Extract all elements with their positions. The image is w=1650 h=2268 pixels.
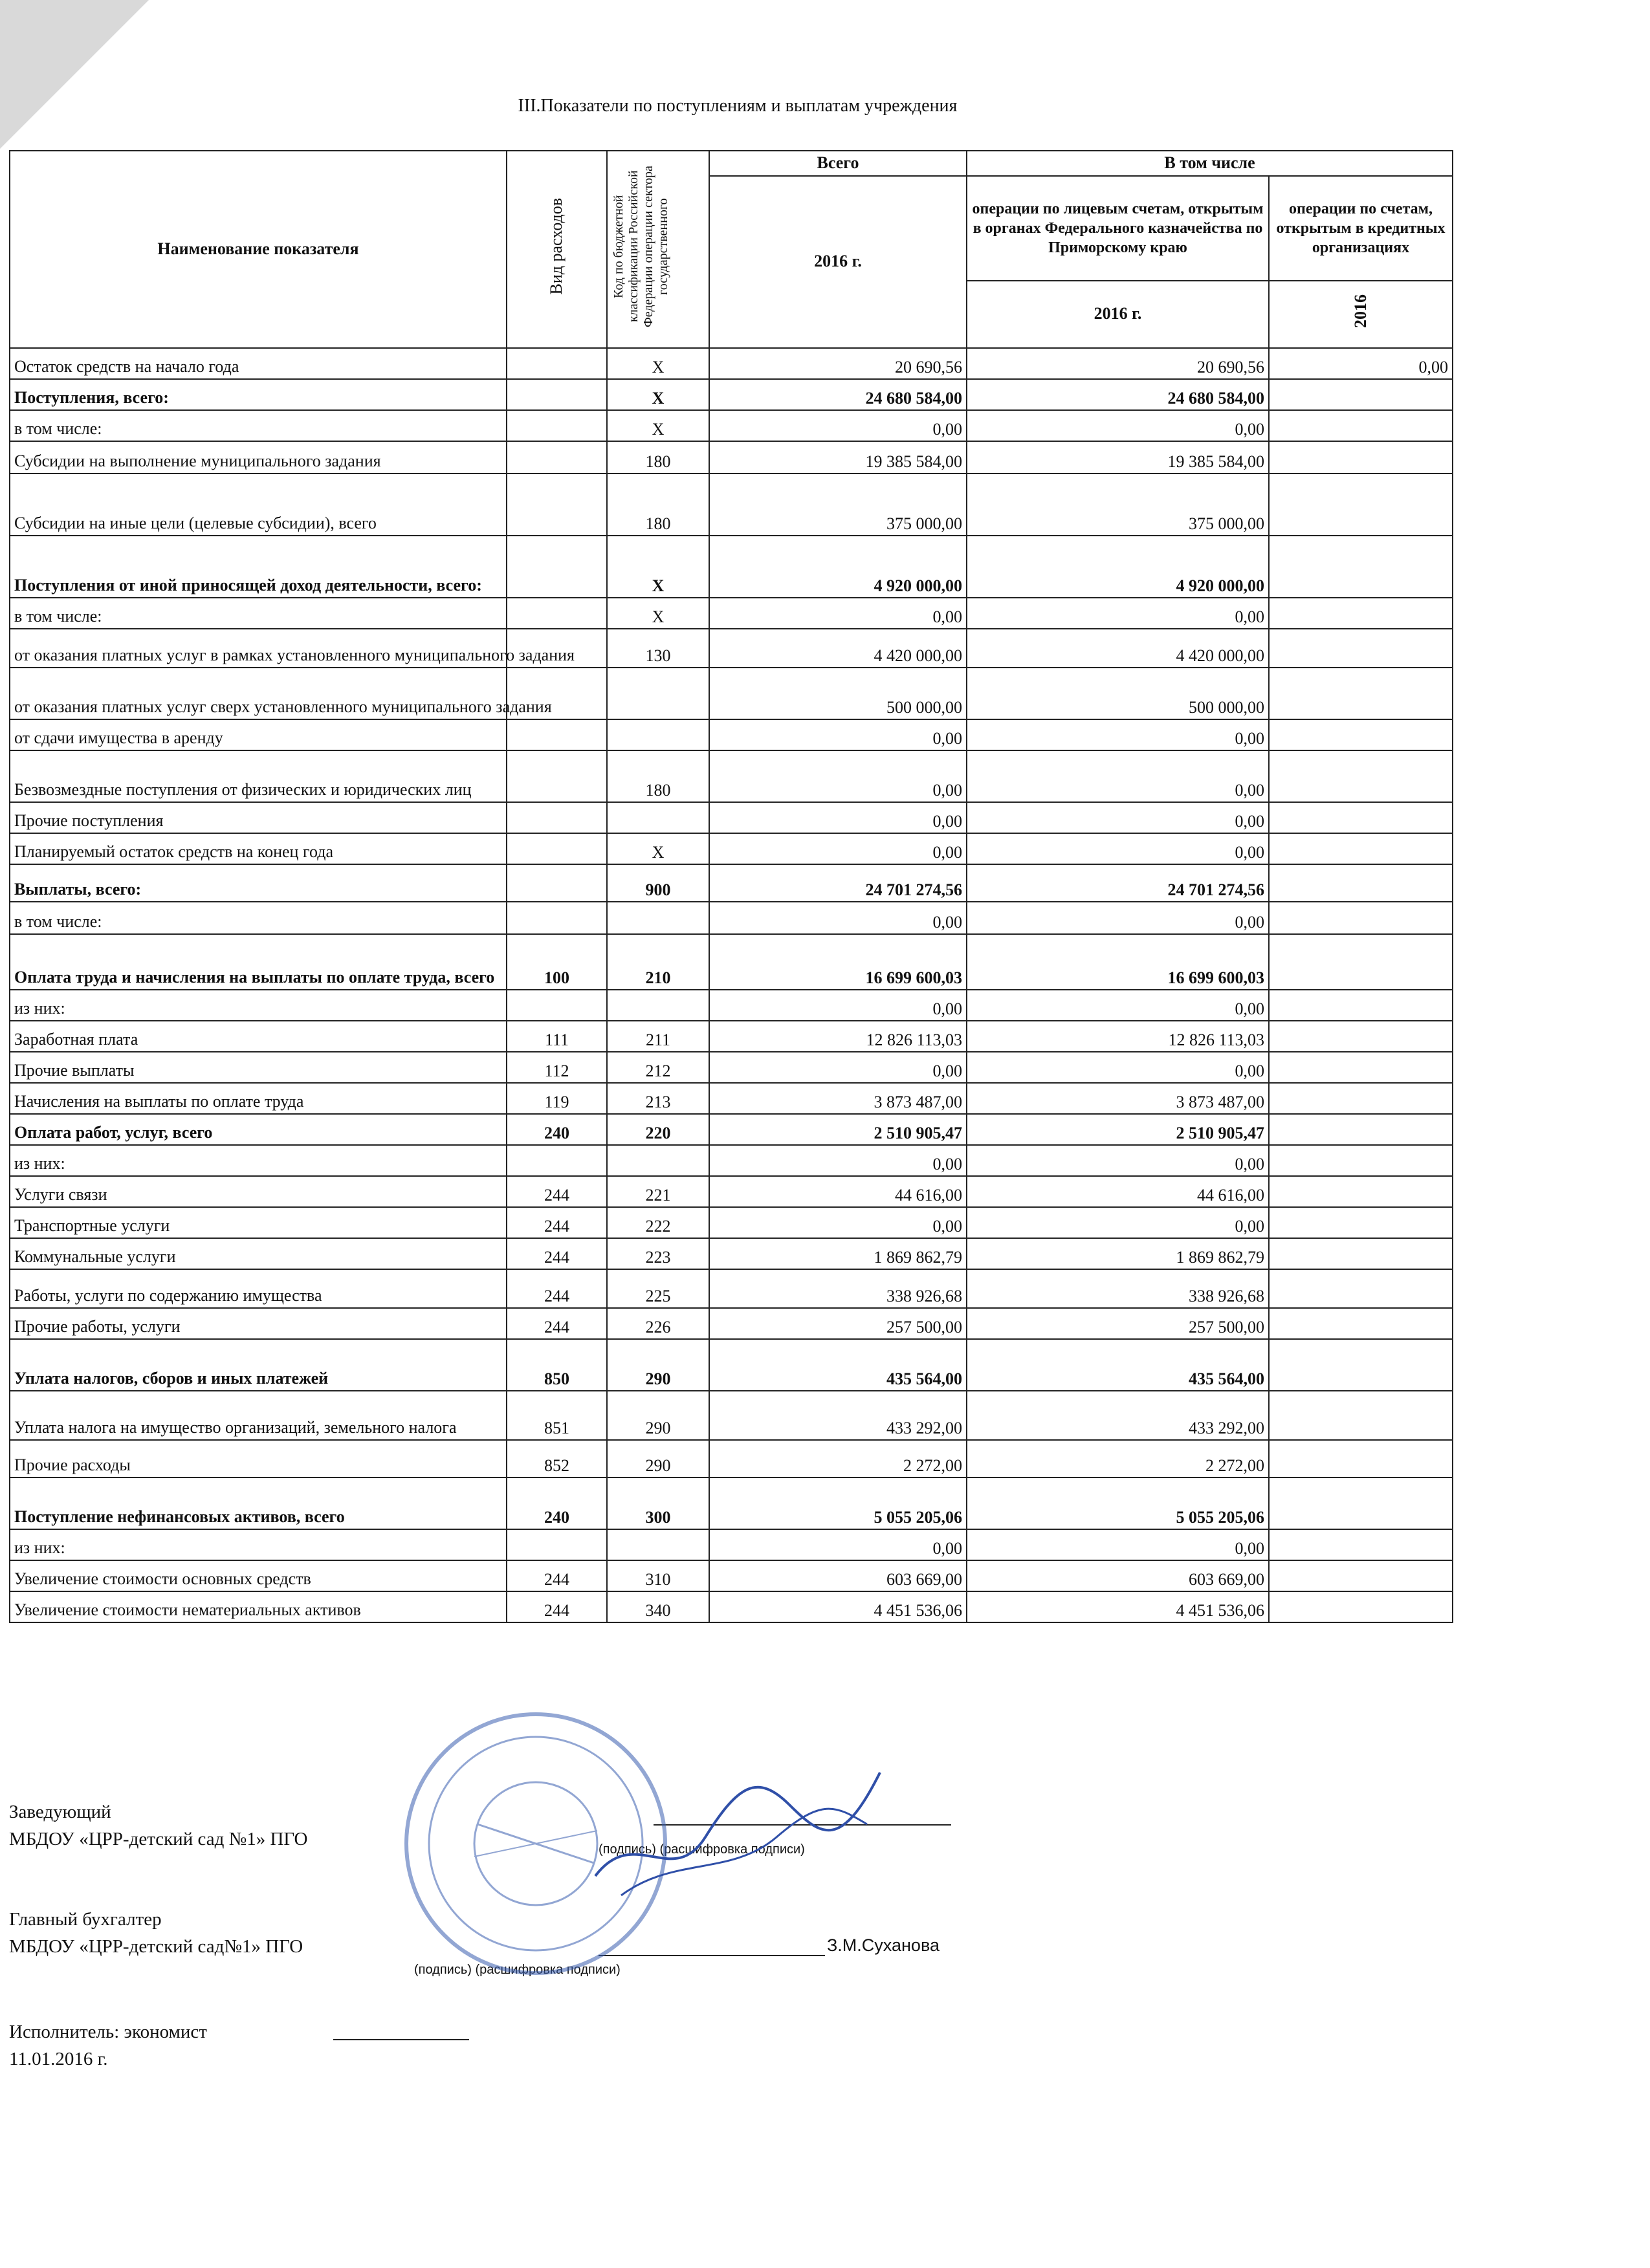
row-kred <box>1269 629 1453 668</box>
row-name: Начисления на выплаты по оплате труда <box>10 1083 507 1114</box>
row-kred <box>1269 1021 1453 1052</box>
table-row <box>10 934 1453 990</box>
row-total: 257 500,00 <box>709 1308 967 1339</box>
row-total: 12 826 113,03 <box>709 1021 967 1052</box>
row-kod: 223 <box>607 1238 709 1269</box>
row-vid: 111 <box>507 1021 607 1052</box>
row-kod: 180 <box>607 474 709 536</box>
row-lic: 0,00 <box>967 1052 1269 1083</box>
row-vid: 851 <box>507 1391 607 1440</box>
row-total: 4 920 000,00 <box>709 536 967 598</box>
row-kod: 222 <box>607 1207 709 1238</box>
row-lic: 500 000,00 <box>967 668 1269 719</box>
table-row <box>10 1176 1453 1207</box>
row-vid <box>507 441 607 474</box>
row-total: 375 000,00 <box>709 474 967 536</box>
row-vid: 244 <box>507 1176 607 1207</box>
row-kod: 180 <box>607 750 709 802</box>
row-name: Прочие поступления <box>10 802 507 833</box>
row-lic: 4 451 536,06 <box>967 1591 1269 1622</box>
row-vid <box>507 410 607 441</box>
row-vid <box>507 348 607 379</box>
table-row <box>10 1308 1453 1339</box>
row-kod: Х <box>607 410 709 441</box>
row-kred <box>1269 598 1453 629</box>
header-v-tom-chisle: В том числе <box>967 151 1453 176</box>
row-lic: 2 272,00 <box>967 1440 1269 1477</box>
indicators-table <box>9 150 1453 1623</box>
row-name: Заработная плата <box>10 1021 507 1052</box>
row-kod: 290 <box>607 1391 709 1440</box>
row-kred <box>1269 1477 1453 1529</box>
row-name: Планируемый остаток средств на конец года <box>10 833 507 864</box>
row-total: 0,00 <box>709 902 967 934</box>
row-kred <box>1269 1339 1453 1391</box>
row-name: из них: <box>10 1145 507 1176</box>
table-row <box>10 990 1453 1021</box>
row-total: 0,00 <box>709 1145 967 1176</box>
row-kred <box>1269 1269 1453 1308</box>
row-lic: 0,00 <box>967 1145 1269 1176</box>
row-total: 603 669,00 <box>709 1560 967 1591</box>
row-lic: 0,00 <box>967 902 1269 934</box>
header-vsego: Всего <box>709 151 967 176</box>
row-kred <box>1269 410 1453 441</box>
handwritten-signature <box>582 1747 893 1915</box>
row-vid: 240 <box>507 1114 607 1145</box>
header-lic-scheta: операции по лицевым счетам, открытым в органах Федерального казначейства по Приморскому краю <box>967 176 1269 281</box>
row-kod: 210 <box>607 934 709 990</box>
row-kod <box>607 719 709 750</box>
table-row <box>10 1145 1453 1176</box>
row-vid <box>507 1529 607 1560</box>
row-total: 500 000,00 <box>709 668 967 719</box>
row-name: Уплата налогов, сборов и иных платежей <box>10 1339 507 1391</box>
row-kod: Х <box>607 833 709 864</box>
row-kod: 213 <box>607 1083 709 1114</box>
table-row <box>10 629 1453 668</box>
row-lic: 0,00 <box>967 719 1269 750</box>
row-total: 19 385 584,00 <box>709 441 967 474</box>
row-name: Коммунальные услуги <box>10 1238 507 1269</box>
row-lic: 44 616,00 <box>967 1176 1269 1207</box>
row-kred <box>1269 934 1453 990</box>
row-kred: 0,00 <box>1269 348 1453 379</box>
row-total: 20 690,56 <box>709 348 967 379</box>
row-lic: 1 869 862,79 <box>967 1238 1269 1269</box>
row-name: Транспортные услуги <box>10 1207 507 1238</box>
row-kred <box>1269 902 1453 934</box>
row-total: 3 873 487,00 <box>709 1083 967 1114</box>
row-kod: 290 <box>607 1440 709 1477</box>
row-total: 0,00 <box>709 410 967 441</box>
row-total: 433 292,00 <box>709 1391 967 1440</box>
row-vid <box>507 719 607 750</box>
row-name: от оказания платных услуг сверх установленного муниципального задания <box>10 668 507 719</box>
row-lic: 375 000,00 <box>967 474 1269 536</box>
row-total: 2 510 905,47 <box>709 1114 967 1145</box>
row-total: 5 055 205,06 <box>709 1477 967 1529</box>
row-name: Прочие выплаты <box>10 1052 507 1083</box>
row-vid: 244 <box>507 1308 607 1339</box>
row-name: в том числе: <box>10 410 507 441</box>
row-vid <box>507 379 607 410</box>
row-kod: 900 <box>607 864 709 902</box>
row-name: Остаток средств на начало года <box>10 348 507 379</box>
row-vid: 244 <box>507 1269 607 1308</box>
row-kod: 211 <box>607 1021 709 1052</box>
table-row <box>10 1591 1453 1622</box>
row-name: Оплата труда и начисления на выплаты по оплате труда, всего <box>10 934 507 990</box>
row-kred <box>1269 1440 1453 1477</box>
table-row <box>10 719 1453 750</box>
table-row <box>10 750 1453 802</box>
table-row <box>10 536 1453 598</box>
row-lic: 20 690,56 <box>967 348 1269 379</box>
row-lic: 5 055 205,06 <box>967 1477 1269 1529</box>
row-vid: 100 <box>507 934 607 990</box>
document-date: 11.01.2016 г. <box>9 2049 108 2070</box>
header-vid: Вид расходов <box>507 151 607 348</box>
row-lic: 0,00 <box>967 802 1269 833</box>
row-lic: 603 669,00 <box>967 1560 1269 1591</box>
header-kod-text: Код по бюджетной классификации Российской Федерации операции сектора государственного <box>611 166 670 327</box>
row-name: Прочие расходы <box>10 1440 507 1477</box>
row-vid: 112 <box>507 1052 607 1083</box>
row-lic: 257 500,00 <box>967 1308 1269 1339</box>
row-total: 0,00 <box>709 598 967 629</box>
row-lic: 16 699 600,03 <box>967 934 1269 990</box>
row-lic: 433 292,00 <box>967 1391 1269 1440</box>
row-lic: 4 920 000,00 <box>967 536 1269 598</box>
row-kred <box>1269 1207 1453 1238</box>
header-kred-scheta: операции по счетам, открытым в кредитных организациях <box>1269 176 1453 281</box>
row-kod <box>607 668 709 719</box>
row-kred <box>1269 802 1453 833</box>
row-kred <box>1269 1145 1453 1176</box>
row-lic: 0,00 <box>967 1529 1269 1560</box>
row-vid <box>507 598 607 629</box>
row-kod: Х <box>607 379 709 410</box>
row-kod: 212 <box>607 1052 709 1083</box>
row-lic: 24 680 584,00 <box>967 379 1269 410</box>
table-row <box>10 474 1453 536</box>
table-row <box>10 1083 1453 1114</box>
table-row <box>10 598 1453 629</box>
row-name: Поступления от иной приносящей доход деятельности, всего: <box>10 536 507 598</box>
row-vid: 852 <box>507 1440 607 1477</box>
row-total: 0,00 <box>709 750 967 802</box>
row-lic: 0,00 <box>967 833 1269 864</box>
row-total: 16 699 600,03 <box>709 934 967 990</box>
row-lic: 338 926,68 <box>967 1269 1269 1308</box>
table-row <box>10 902 1453 934</box>
row-name: Уплата налога на имущество организаций, земельного налога <box>10 1391 507 1440</box>
row-vid <box>507 990 607 1021</box>
page-title: III.Показатели по поступлениям и выплатам учреждения <box>518 96 958 116</box>
row-kod: Х <box>607 348 709 379</box>
row-name: Увеличение стоимости основных средств <box>10 1560 507 1591</box>
table-row <box>10 1560 1453 1591</box>
table-row <box>10 1238 1453 1269</box>
accountant-name: З.М.Суханова <box>827 1935 940 1955</box>
row-kod <box>607 902 709 934</box>
table-row <box>10 1477 1453 1529</box>
row-vid: 244 <box>507 1238 607 1269</box>
head-org: МБДОУ «ЦРР-детский сад №1» ПГО <box>9 1829 308 1850</box>
row-total: 0,00 <box>709 719 967 750</box>
row-total: 0,00 <box>709 1529 967 1560</box>
row-kred <box>1269 379 1453 410</box>
row-kred <box>1269 1176 1453 1207</box>
row-total: 44 616,00 <box>709 1176 967 1207</box>
executor-signature-line <box>333 2039 469 2040</box>
table-row <box>10 1391 1453 1440</box>
row-total: 0,00 <box>709 990 967 1021</box>
row-vid <box>507 1145 607 1176</box>
row-vid: 244 <box>507 1560 607 1591</box>
row-vid: 119 <box>507 1083 607 1114</box>
row-lic: 2 510 905,47 <box>967 1114 1269 1145</box>
row-kred <box>1269 1308 1453 1339</box>
row-lic: 19 385 584,00 <box>967 441 1269 474</box>
row-lic: 0,00 <box>967 410 1269 441</box>
accountant-org: МБДОУ «ЦРР-детский сад№1» ПГО <box>9 1936 303 1957</box>
row-name: Услуги связи <box>10 1176 507 1207</box>
row-kod: 300 <box>607 1477 709 1529</box>
row-lic: 12 826 113,03 <box>967 1021 1269 1052</box>
table-row <box>10 348 1453 379</box>
table-row <box>10 668 1453 719</box>
row-vid: 850 <box>507 1339 607 1391</box>
row-lic: 24 701 274,56 <box>967 864 1269 902</box>
row-name: Безвозмездные поступления от физических и юридических лиц <box>10 750 507 802</box>
row-kred <box>1269 1238 1453 1269</box>
row-kod: 220 <box>607 1114 709 1145</box>
row-name: Работы, услуги по содержанию имущества <box>10 1269 507 1308</box>
table-row <box>10 1339 1453 1391</box>
head-signature-caption: (подпись) (расшифровка подписи) <box>599 1842 805 1857</box>
row-vid <box>507 833 607 864</box>
row-kod <box>607 990 709 1021</box>
table-row <box>10 410 1453 441</box>
row-kod <box>607 802 709 833</box>
table-row <box>10 1114 1453 1145</box>
row-kod: 180 <box>607 441 709 474</box>
row-kred <box>1269 1391 1453 1440</box>
row-kred <box>1269 536 1453 598</box>
row-kod: 130 <box>607 629 709 668</box>
row-lic: 4 420 000,00 <box>967 629 1269 668</box>
row-kred <box>1269 668 1453 719</box>
row-kred <box>1269 474 1453 536</box>
row-lic: 0,00 <box>967 598 1269 629</box>
row-kred <box>1269 1083 1453 1114</box>
row-vid <box>507 802 607 833</box>
row-total: 24 701 274,56 <box>709 864 967 902</box>
row-kred <box>1269 441 1453 474</box>
row-kred <box>1269 1114 1453 1145</box>
row-kred <box>1269 1529 1453 1560</box>
row-name: Поступления, всего: <box>10 379 507 410</box>
table-row <box>10 802 1453 833</box>
row-total: 0,00 <box>709 1207 967 1238</box>
row-vid <box>507 750 607 802</box>
table-body <box>10 348 1453 1622</box>
row-kred <box>1269 864 1453 902</box>
row-total: 4 420 000,00 <box>709 629 967 668</box>
row-name: из них: <box>10 1529 507 1560</box>
executor-block <box>9 2018 207 2073</box>
row-kred <box>1269 719 1453 750</box>
table-row <box>10 1440 1453 1477</box>
head-block <box>9 1798 307 1853</box>
row-kred <box>1269 1560 1453 1591</box>
row-kred <box>1269 833 1453 864</box>
row-kod: 290 <box>607 1339 709 1391</box>
row-lic: 435 564,00 <box>967 1339 1269 1391</box>
table-row <box>10 1052 1453 1083</box>
header-kod <box>607 151 709 348</box>
row-vid: 244 <box>507 1207 607 1238</box>
accountant-title: Главный бухгалтер <box>9 1909 162 1930</box>
row-vid <box>507 474 607 536</box>
head-title: Заведующий <box>9 1802 111 1822</box>
row-name: от оказания платных услуг в рамках установленного муниципального задания <box>10 629 507 668</box>
header-year-vsego: 2016 г. <box>709 176 967 348</box>
executor-label: Исполнитель: экономист <box>9 2022 207 2042</box>
table-row <box>10 833 1453 864</box>
row-lic: 3 873 487,00 <box>967 1083 1269 1114</box>
page-corner-fold <box>0 0 149 149</box>
row-kod: 340 <box>607 1591 709 1622</box>
row-name: из них: <box>10 990 507 1021</box>
table-row <box>10 1021 1453 1052</box>
row-kred <box>1269 1591 1453 1622</box>
row-kod: Х <box>607 598 709 629</box>
row-name: Увеличение стоимости нематериальных активов <box>10 1591 507 1622</box>
row-name: Субсидии на иные цели (целевые субсидии), всего <box>10 474 507 536</box>
row-name: Поступление нефинансовых активов, всего <box>10 1477 507 1529</box>
header-year-kred: 2016 <box>1269 281 1453 348</box>
row-kod: 226 <box>607 1308 709 1339</box>
row-name: от сдачи имущества в аренду <box>10 719 507 750</box>
row-name: в том числе: <box>10 598 507 629</box>
accountant-block <box>9 1906 303 1960</box>
row-name: Выплаты, всего: <box>10 864 507 902</box>
row-kod: 310 <box>607 1560 709 1591</box>
row-total: 0,00 <box>709 1052 967 1083</box>
table-row <box>10 864 1453 902</box>
row-total: 0,00 <box>709 802 967 833</box>
row-vid: 240 <box>507 1477 607 1529</box>
row-vid <box>507 536 607 598</box>
row-vid <box>507 864 607 902</box>
row-kred <box>1269 750 1453 802</box>
table-row <box>10 379 1453 410</box>
row-total: 1 869 862,79 <box>709 1238 967 1269</box>
row-name: Субсидии на выполнение муниципального задания <box>10 441 507 474</box>
row-total: 24 680 584,00 <box>709 379 967 410</box>
row-kod: Х <box>607 536 709 598</box>
row-vid: 244 <box>507 1591 607 1622</box>
row-total: 2 272,00 <box>709 1440 967 1477</box>
table-row <box>10 1269 1453 1308</box>
row-vid <box>507 902 607 934</box>
row-kod <box>607 1145 709 1176</box>
row-total: 338 926,68 <box>709 1269 967 1308</box>
row-lic: 0,00 <box>967 1207 1269 1238</box>
row-kod <box>607 1529 709 1560</box>
row-lic: 0,00 <box>967 990 1269 1021</box>
table-row <box>10 1529 1453 1560</box>
row-total: 0,00 <box>709 833 967 864</box>
row-kod: 225 <box>607 1269 709 1308</box>
table-row <box>10 1207 1453 1238</box>
header-year-lic: 2016 г. <box>967 281 1269 348</box>
header-name: Наименование показателя <box>10 151 507 348</box>
row-total: 435 564,00 <box>709 1339 967 1391</box>
row-kod: 221 <box>607 1176 709 1207</box>
row-total: 4 451 536,06 <box>709 1591 967 1622</box>
row-name: Прочие работы, услуги <box>10 1308 507 1339</box>
row-kred <box>1269 990 1453 1021</box>
row-name: в том числе: <box>10 902 507 934</box>
row-lic: 0,00 <box>967 750 1269 802</box>
accountant-signature-caption: (подпись) (расшифровка подписи) <box>414 1963 621 1977</box>
row-kred <box>1269 1052 1453 1083</box>
row-name: Оплата работ, услуг, всего <box>10 1114 507 1145</box>
table-row <box>10 441 1453 474</box>
